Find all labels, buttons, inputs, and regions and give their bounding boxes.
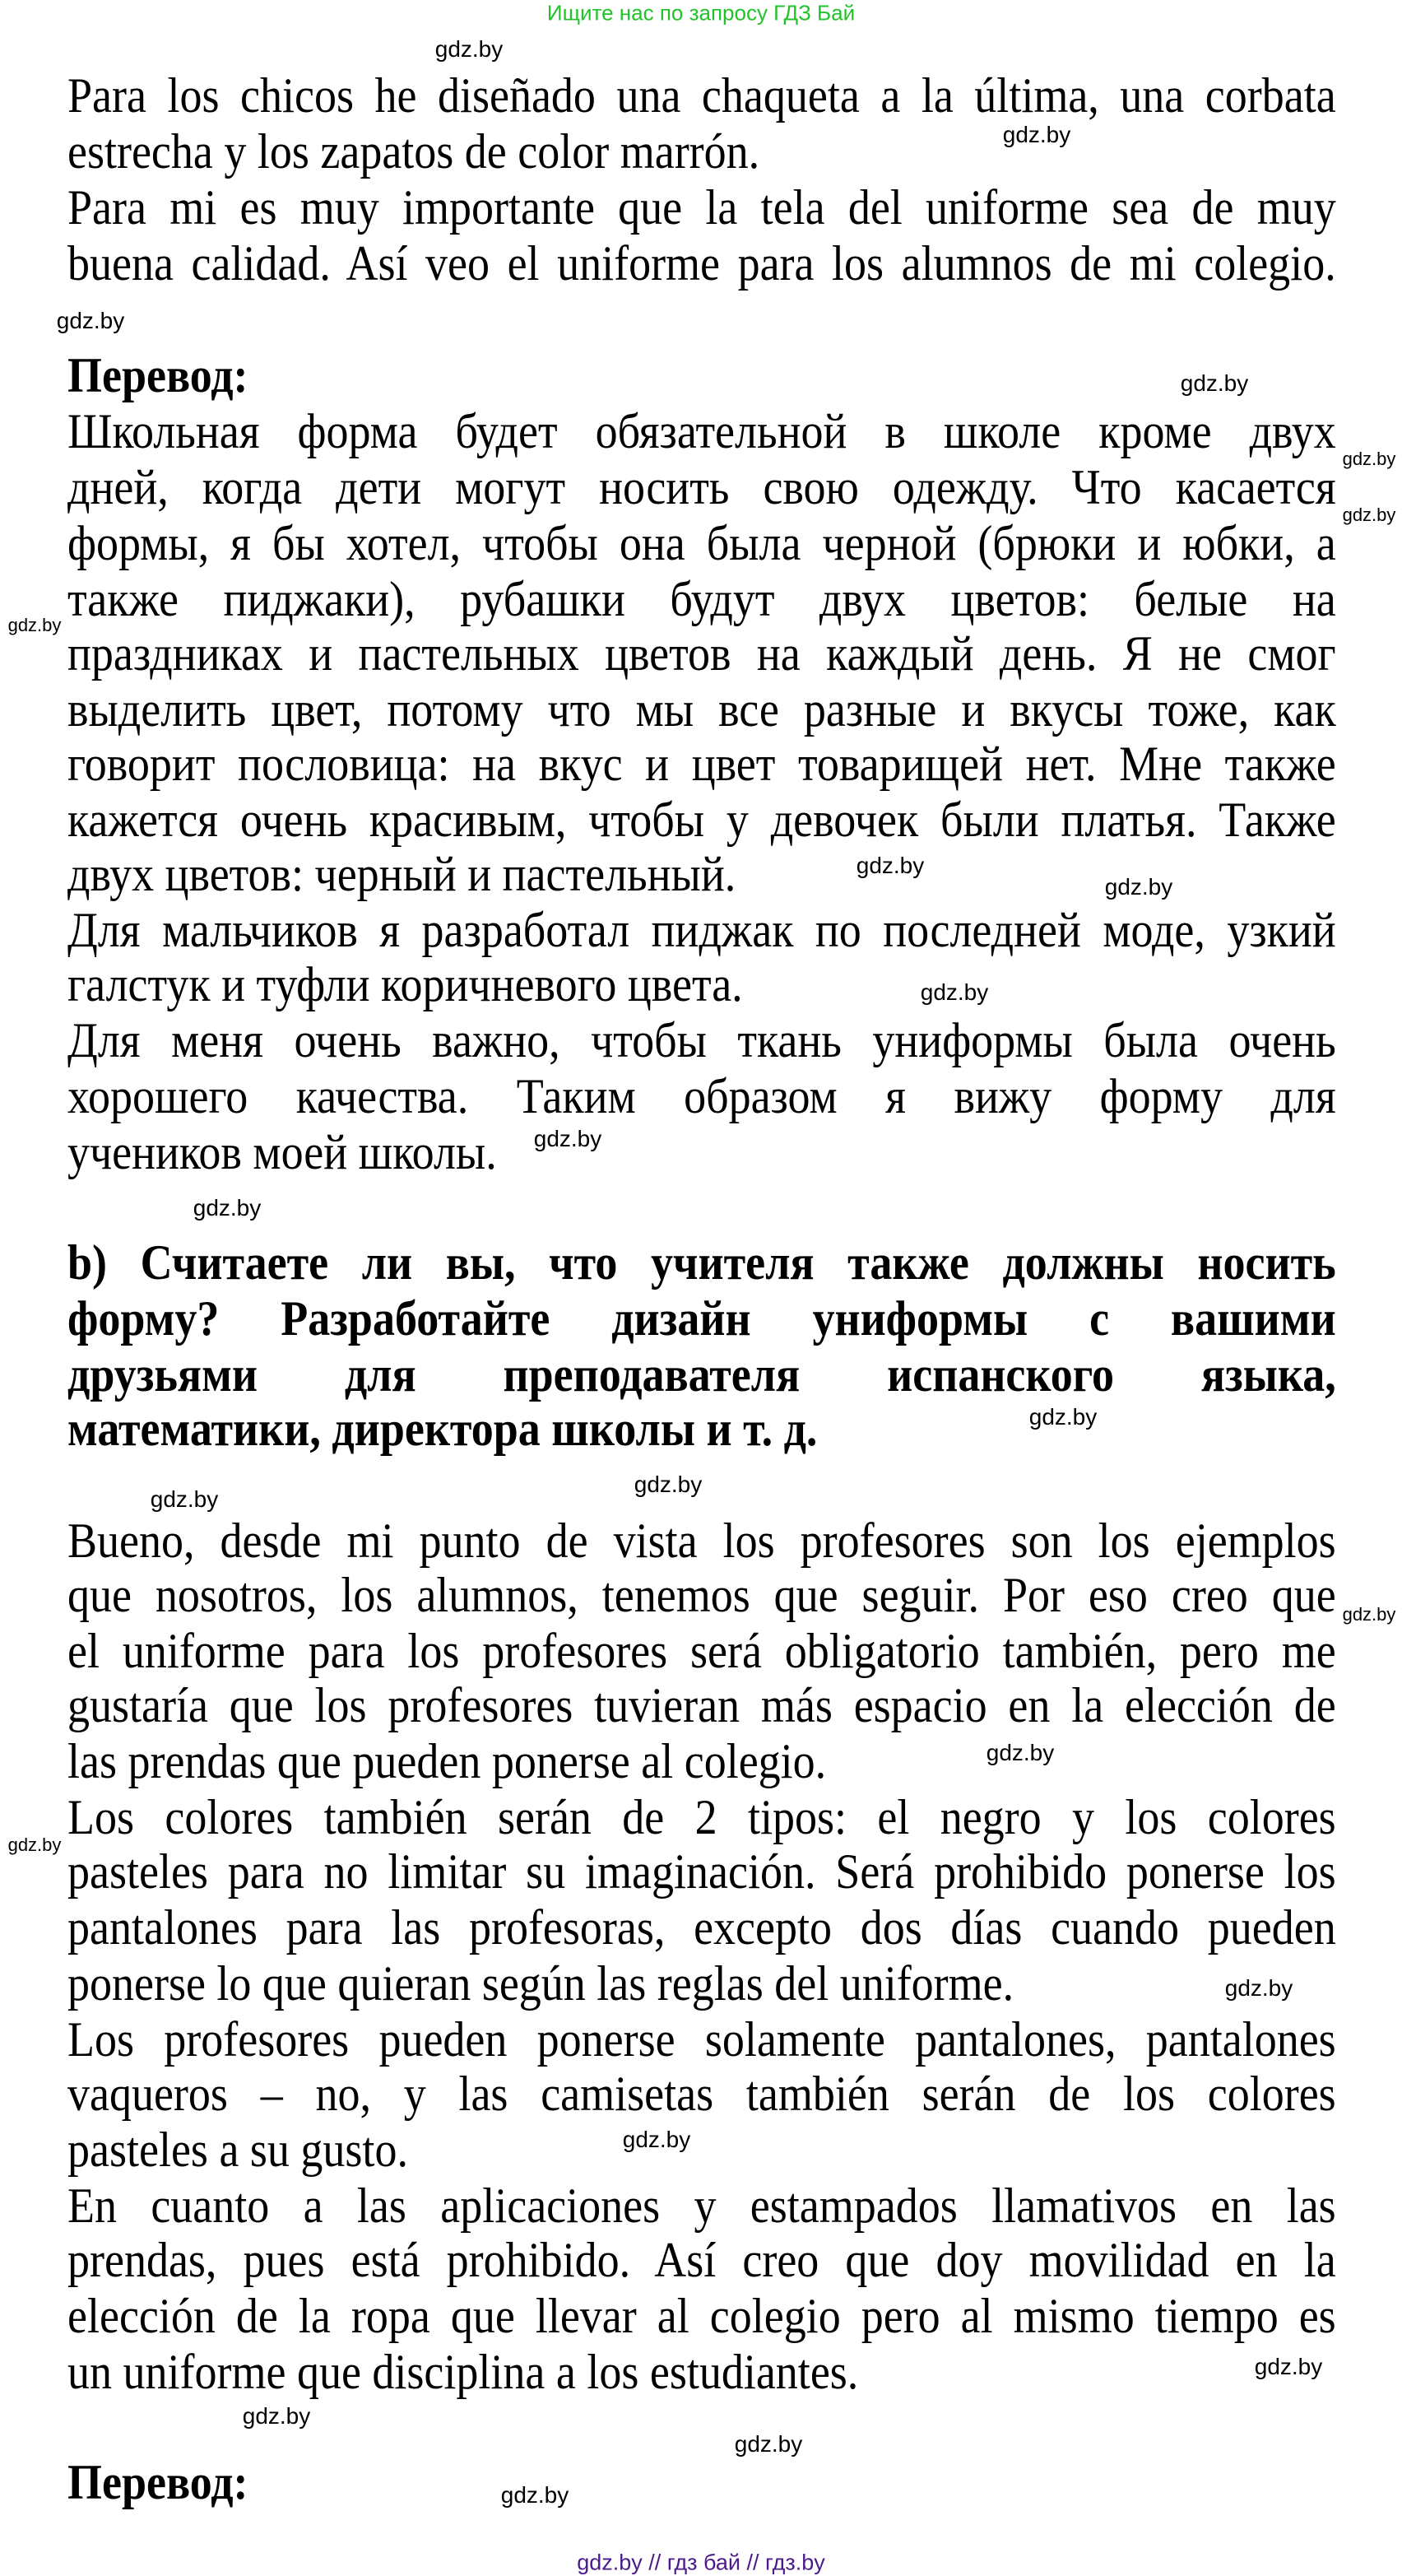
watermark-text: gdz.by (1342, 449, 1396, 469)
heading-line: Перевод: (67, 2455, 248, 2509)
watermark-text: gdz.by (856, 853, 925, 878)
watermark-text: gdz.by (986, 1740, 1055, 1765)
text-line: un uniforme que disciplina a los estudiantes. (67, 2345, 859, 2399)
text-line: que nosotros, los alumnos, tenemos que seguir. Por eso creo que (67, 1568, 1336, 1622)
text-line: двух цветов: черный и пастельный. (67, 847, 736, 901)
heading-line: друзьями для преподавателя испанского языка, (67, 1347, 1336, 1402)
text-line: En cuanto a las aplicaciones y estampados llamativos en las (67, 2178, 1336, 2233)
watermark-text: gdz.by (1342, 505, 1396, 525)
text-line: el uniforme para los profesores será obligatorio también, pero me (67, 1624, 1336, 1678)
text-line: Школьная форма будет обязательной в школе кроме двух (67, 404, 1336, 458)
text-line: учеников моей школы. (67, 1125, 497, 1179)
text-line: elección de la ropa que llevar al colegio pero al mismo tiempo es (67, 2289, 1336, 2343)
text-line: pantalones para las profesoras, excepto dos días cuando pueden (67, 1900, 1336, 1955)
watermark-text: gdz.by (1028, 1404, 1098, 1430)
text-line: gustaría que los profesores tuvieran más espacio en la elección de (67, 1678, 1336, 1732)
text-line: праздниках и пастельных цветов на каждый день. Я не смог (67, 626, 1336, 681)
text-line: vaqueros – no, y las camisetas también serán de los colores (67, 2067, 1336, 2121)
text-line: buena calidad. Así veo el uniforme para los alumnos de mi colegio. (67, 236, 1336, 291)
text-line: Bueno, desde mi punto de vista los profesores son los ejemplos (67, 1514, 1336, 1568)
watermark-text: gdz.by (734, 2431, 803, 2457)
watermark-text: gdz.by (634, 1472, 703, 1497)
text-line: Для меня очень важно, чтобы ткань униформы была очень (67, 1013, 1336, 1067)
watermark-text: gdz.by (1002, 122, 1071, 147)
watermark-text: gdz.by (1104, 874, 1173, 900)
heading-line: Перевод: (67, 348, 248, 402)
text-line: prendas, pues está prohibido. Así creo que doy movilidad en la (67, 2233, 1336, 2287)
watermark-text: gdz.by (1224, 1975, 1293, 2001)
text-line: дней, когда дети могут носить свою одежду. Что касается (67, 460, 1336, 514)
heading-line: математики, директора школы и т. д. (67, 1402, 818, 1456)
watermark-text: gdz.by (193, 1195, 262, 1221)
watermark-text: gdz.by (150, 1486, 219, 1512)
text-line: Los profesores pueden ponerse solamente pantalones, pantalones (67, 2012, 1336, 2067)
text-line: pasteles para no limitar su imaginación. Será prohibido ponerse los (67, 1844, 1336, 1899)
text-line: также пиджаки), рубашки будут двух цветов: белые на (67, 572, 1336, 626)
watermark-text: gdz.by (7, 615, 62, 635)
text-line: говорит пословица: на вкус и цвет товарищей нет. Мне также (67, 737, 1336, 791)
text-line: las prendas que pueden ponerse al colegio. (67, 1734, 827, 1788)
text-line: pasteles a su gusto. (67, 2123, 408, 2177)
text-line: estrecha y los zapatos de color marrón. (67, 124, 760, 179)
header-banner[interactable]: Ищите нас по запросу ГДЗ Бай (546, 0, 856, 26)
text-line: ponerse lo que quieran según las reglas del uniforme. (67, 1956, 1014, 2011)
watermark-text: gdz.by (7, 1834, 62, 1855)
heading-line: b) Считаете ли вы, что учителя также должны носить (67, 1235, 1336, 1290)
text-line: Para los chicos he diseñado una chaqueta a la última, una corbata (67, 68, 1336, 123)
watermark-text: gdz.by (56, 308, 125, 333)
heading-line: форму? Разработайте дизайн униформы с вашими (67, 1291, 1336, 1346)
watermark-text: gdz.by (533, 1126, 602, 1151)
text-line: Для мальчиков я разработал пиджак по последней моде, узкий (67, 903, 1336, 957)
text-line: выделить цвет, потому что мы все разные и вкусы тоже, как (67, 682, 1336, 737)
watermark-text: gdz.by (1342, 1604, 1396, 1625)
text-line: галстук и туфли коричневого цвета. (67, 957, 743, 1011)
watermark-text: gdz.by (920, 979, 989, 1005)
watermark-text: gdz.by (242, 2403, 311, 2429)
text-line: хорошего качества. Таким образом я вижу форму для (67, 1069, 1336, 1123)
footer-links[interactable]: gdz.by // гдз бай // гдз.by (577, 2550, 825, 2575)
watermark-text: gdz.by (500, 2482, 569, 2508)
text-line: Para mi es muy importante que la tela del uniforme sea de muy (67, 180, 1336, 235)
watermark-text: gdz.by (622, 2127, 691, 2152)
watermark-text: gdz.by (1254, 2354, 1323, 2379)
text-line: формы, я бы хотел, чтобы она была черной (брюки и юбки, а (67, 516, 1336, 570)
text-line: Los colores también serán de 2 tipos: el negro y los colores (67, 1790, 1336, 1844)
text-line: кажется очень красивым, чтобы у девочек были платья. Также (67, 793, 1336, 847)
watermark-text: gdz.by (1180, 370, 1249, 396)
watermark-text: gdz.by (434, 36, 504, 62)
